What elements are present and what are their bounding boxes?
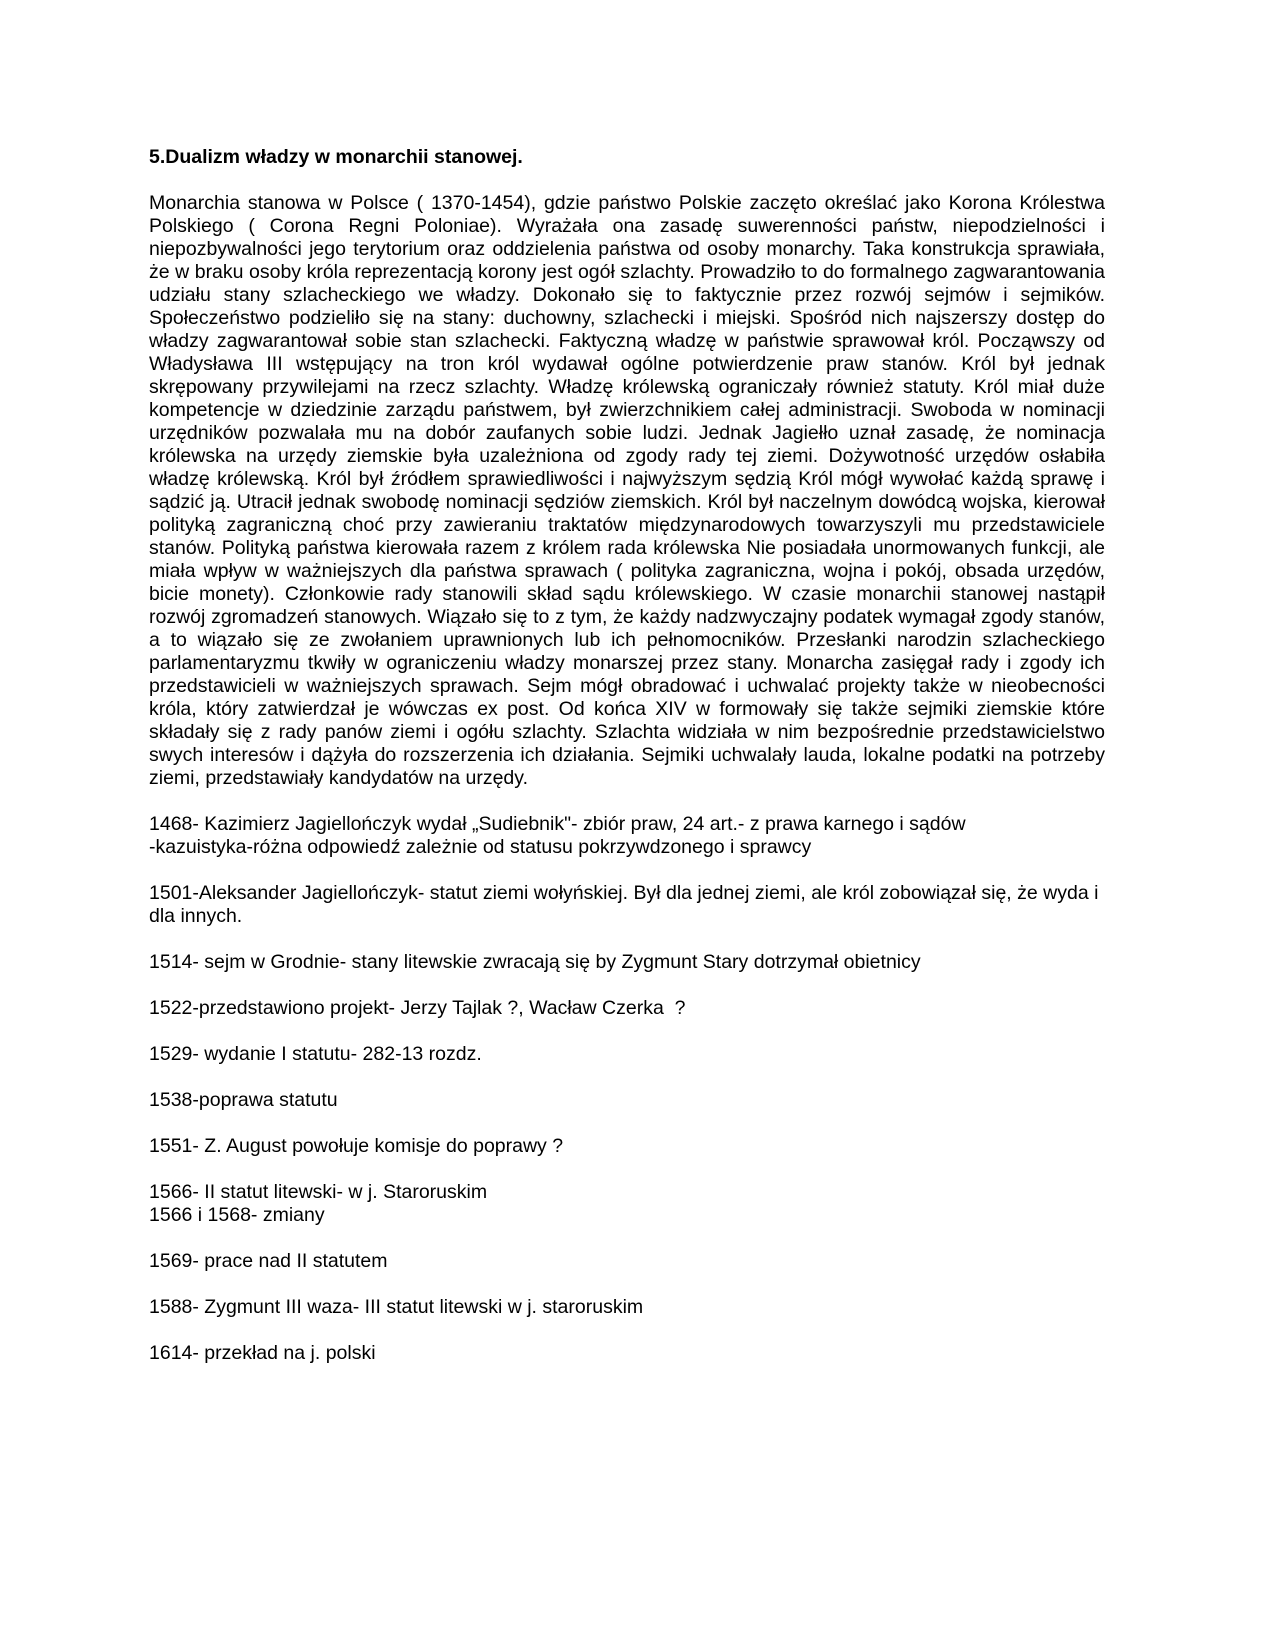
entry-line: 1514- sejm w Grodnie- stany litewskie zwracają się by Zygmunt Stary dotrzymał obietnicy [149, 951, 921, 973]
chronology-entry [149, 1135, 1105, 1158]
entry-line: 1468- Kazimierz Jagiellończyk wydał „Sudiebnik"- zbiór praw, 24 art.- z prawa karnego i sądów [149, 813, 966, 835]
chronology-entry [149, 1043, 1105, 1066]
entry-line: 1569- prace nad II statutem [149, 1250, 388, 1272]
entry-line: -kazuistyka-różna odpowiedź zależnie od statusu pokrzywdzonego i sprawcy [149, 836, 812, 858]
entry-line: 1522-przedstawiono projekt- Jerzy Tajlak ?, Wacław Czerka ? [149, 997, 686, 1019]
entry-line: 1614- przekład na j. polski [149, 1342, 376, 1364]
chronology-entry [149, 813, 1105, 859]
chronology-entry [149, 882, 1105, 928]
document-title: 5.Dualizm władzy w monarchii stanowej. [149, 146, 523, 168]
chronology-entry [149, 1250, 1105, 1273]
chronology-entry [149, 1181, 1105, 1227]
chronology-entry [149, 1089, 1105, 1112]
body-paragraph: Monarchia stanowa w Polsce ( 1370-1454), gdzie państwo Polskie zaczęto określać jako Korona Królestwa Polskiego ( Corona Regni Poloniae). Wyrażała ona zasadę suwerenności państw, niepodzielności i niepozbywalności jego terytorium oraz oddzielenia państwa od osoby monarchy. Taka konstrukcja sprawiała, że w braku osoby króla reprezentacją korony jest ogół szlachty. Prowadziło to do formalnego zagwarantowania udziału stany szlacheckiego we władzy. Dokonało się to faktycznie przez rozwój sejmów i sejmików. Społeczeństwo podzieliło się na stany: duchowny, szlachecki i miejski. Spośród nich najszerszy dostęp do władzy zagwarantował sobie stan szlachecki. Faktyczną władzę w państwie sprawował król. Począwszy od Władysława III wstępujący na tron król wydawał ogólne potwierdzenie praw stanów. Król był jednak skrępowany przywilejami na rzecz szlachty. Władzę królewską ograniczały również statuty. Król miał duże kompetencje w dziedzinie zarządu państwem, był zwierzchnikiem całej administracji. Swoboda w nominacji urzędników pozwalała mu na dobór zaufanych sobie ludzi. Jednak Jagiełło uznał zasadę, że nominacja królewska na urzędy ziemskie była uzależniona od zgody rady tej ziemi. Dożywotność urzędów osłabiła władzę królewską. Król był źródłem sprawiedliwości i najwyższym sędzią Król mógł wywołać każdą sprawę i sądzić ją. Utracił jednak swobodę nominacji sędziów ziemskich. Król był naczelnym dowódcą wojska, kierował polityką zagraniczną choć przy zawieraniu traktatów międzynarodowych towarzyszyli mu przedstawiciele stanów. Polityką państwa kierowała razem z królem rada królewska Nie posiadała unormowanych funkcji, ale miała wpływ w ważniejszych dla państwa sprawach ( polityka zagraniczna, wojna i pokój, obsada urzędów, bicie monety). Członkowie rady stanowili skład sądu królewskiego. W czasie monarchii stanowej nastąpił rozwój zgromadzeń stanowych. Wiązało się to z tym, że każdy nadzwyczajny podatek wymagał zgody stanów, a to wiązało się ze zwołaniem uprawnionych lub ich pełnomocników. Przesłanki narodzin szlacheckiego parlamentaryzmu tkwiły w ograniczeniu władzy monarszej przez stany. Monarcha zasięgał rady i zgody ich przedstawicieli w ważniejszych sprawach. Sejm mógł obradować i uchwalać projekty także w nieobecności króla, który zatwierdzał je wówczas ex post. Od końca XIV w formowały się także sejmiki ziemskie które składały się z rady panów ziemi i ogółu szlachty. Szlachta widziała w nim bezpośrednie przedstawicielstwo swych interesów i dążyła do rozszerzenia ich działania. Sejmiki uchwalały lauda, lokalne podatki na potrzeby ziemi, przedstawiały kandydatów na urzędy. [149, 192, 1105, 789]
entry-line: 1551- Z. August powołuje komisje do poprawy ? [149, 1135, 564, 1157]
entry-line: 1529- wydanie I statutu- 282-13 rozdz. [149, 1043, 482, 1065]
entry-line: 1588- Zygmunt III waza- III statut litewski w j. staroruskim [149, 1296, 644, 1318]
chronology-entry [149, 951, 1105, 974]
entry-line: 1566 i 1568- zmiany [149, 1204, 325, 1226]
chronology-entry [149, 1342, 1105, 1365]
entry-line: 1538-poprawa statutu [149, 1089, 338, 1111]
entry-line: 1501-Aleksander Jagiellończyk- statut ziemi wołyńskiej. Był dla jednej ziemi, ale król zobowiązał się, że wyda i dla innych. [149, 882, 1099, 927]
chronology-entry [149, 1296, 1105, 1319]
chronology-list [149, 813, 1105, 1365]
entry-line: 1566- II statut litewski- w j. Staroruskim [149, 1181, 488, 1203]
chronology-entry [149, 997, 1105, 1020]
document-content [149, 146, 1105, 1388]
